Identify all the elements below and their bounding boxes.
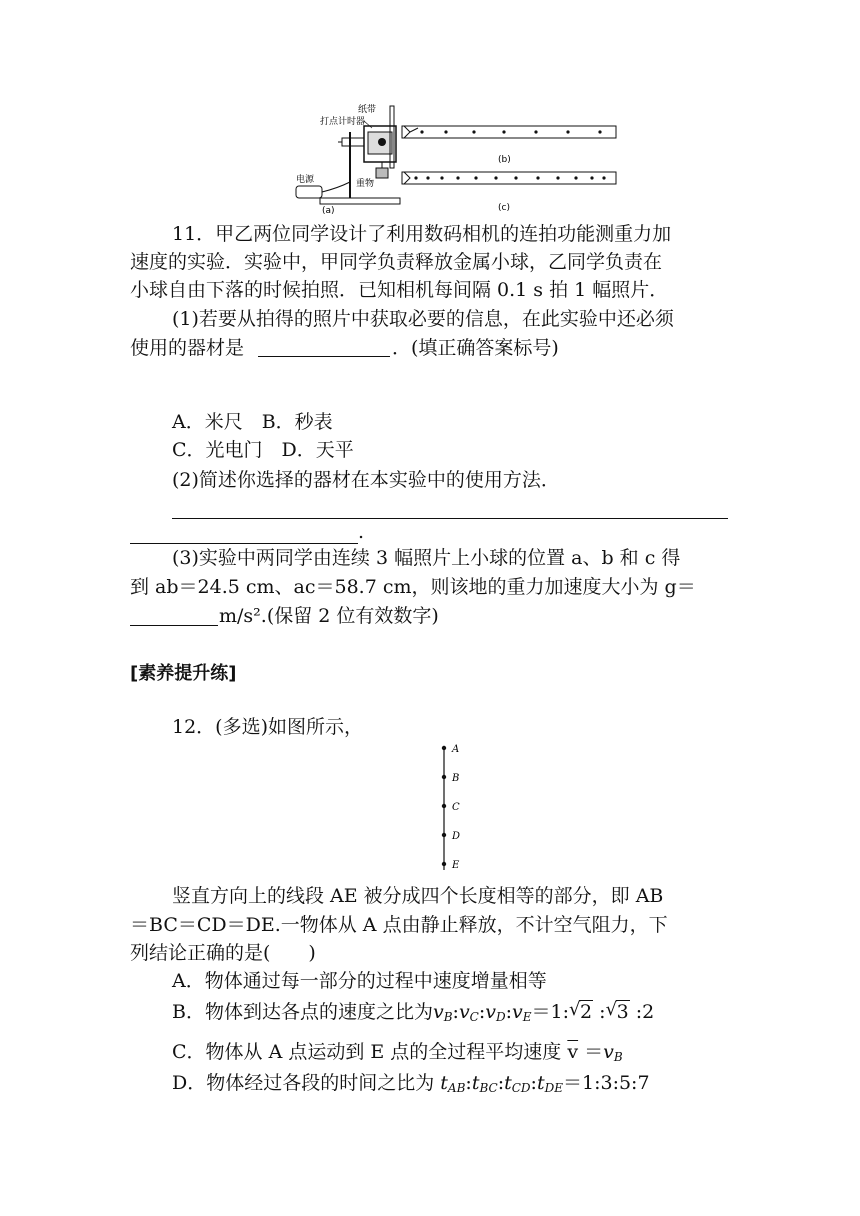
tape-dot	[536, 176, 539, 179]
q11-answer-blank-1	[258, 356, 390, 357]
tape-dot	[602, 176, 605, 179]
svg-text:纸带: 纸带	[358, 105, 377, 115]
q12-option-c: C．物体从 A 点运动到 E 点的全过程平均速度 $\overline{v} =v_B$	[172, 1041, 623, 1064]
q12-option-d: D．物体经过各段的时间之比为 $t_{AB}:t_{BC}:t_{CD}:t_{DE}=1:3:5:7$	[172, 1072, 650, 1095]
segment-label-e: E	[452, 860, 460, 871]
q12-body-line1: 竖直方向上的线段 AE 被分成四个长度相等的部分，即 AB	[172, 885, 664, 907]
q11-line3: 小球自由下落的时候拍照．已知相机每间隔 0.1 s 拍 1 幅照片．	[130, 279, 669, 301]
tape-dot	[566, 130, 569, 133]
tape-dot	[502, 130, 505, 133]
q12-option-a: A．物体通过每一部分的过程中速度增量相等	[172, 970, 547, 992]
svg-text:(c): (c)	[498, 203, 510, 213]
section-title: [素养提升练]	[130, 663, 237, 684]
q11-line2: 速度的实验．实验中，甲同学负责释放金属小球，乙同学负责在	[130, 251, 663, 273]
q11-part1-line2b: ．(填正确答案标号)	[392, 337, 559, 359]
segment-point-d	[442, 833, 446, 837]
tape-dot	[426, 176, 429, 179]
tape-dot	[444, 130, 447, 133]
segment-point-e	[442, 862, 446, 866]
tape-dot	[574, 176, 577, 179]
segment-point-a	[442, 746, 446, 750]
segment-ae-figure	[434, 740, 474, 872]
q11-part1-line2a: 使用的器材是	[130, 337, 245, 359]
segment-label-b: B	[452, 773, 460, 784]
segment-point-c	[442, 804, 446, 808]
tape-dot	[534, 130, 537, 133]
q12-body-line3: 列结论正确的是( )	[130, 942, 316, 964]
segment-label-a: A	[452, 744, 460, 755]
segment-label-d: D	[452, 831, 461, 842]
tape-dot	[440, 176, 443, 179]
q11-options-ab: A．米尺 B．秒表	[172, 411, 333, 433]
q11-part2: (2)简述你选择的器材在本实验中的使用方法．	[172, 469, 560, 491]
q12-body-line2: ＝BC＝CD＝DE.一物体从 A 点由静止释放，不计空气阻力，下	[130, 914, 668, 936]
tape-dot	[420, 130, 423, 133]
tape-dot	[598, 130, 601, 133]
q11-part1-line1: (1)若要从拍得的照片中获取必要的信息，在此实验中还必须	[172, 308, 674, 330]
tape-dot	[514, 176, 517, 179]
q11-part3-line1: (3)实验中两同学由连续 3 幅照片上小球的位置 a、b 和 c 得	[172, 547, 681, 569]
tape-dot	[494, 176, 497, 179]
q11-part3-line2: 到 ab＝24.5 cm、ac＝58.7 cm，则该地的重力加速度大小为 g＝	[130, 576, 696, 598]
segment-label-c: C	[452, 802, 460, 813]
q11-options-cd: C．光电门 D．天平	[172, 439, 354, 461]
q12-option-b: B．物体到达各点的速度之比为$v_B:v_C:v_D:v_E=1$: √ 2 : √ 3 :2	[172, 999, 655, 1024]
svg-text:电源: 电源	[296, 175, 315, 185]
tape-dot	[414, 176, 417, 179]
q11-part2-end: .	[358, 521, 365, 543]
svg-text:(a): (a)	[322, 206, 335, 216]
svg-text:重物: 重物	[356, 179, 375, 189]
tape-dot	[472, 130, 475, 133]
q11-line1: 11．甲乙两位同学设计了利用数码相机的连拍功能测重力加	[172, 223, 672, 245]
q11-answer-blank-2a	[172, 518, 728, 519]
q12-intro: 12．(多选)如图所示，	[172, 716, 364, 738]
tape-dot	[590, 176, 593, 179]
svg-text:打点计时器: 打点计时器	[320, 117, 366, 127]
apparatus-figure	[290, 102, 620, 216]
segment-point-b	[442, 775, 446, 779]
q11-answer-blank-3	[130, 625, 218, 626]
svg-text:(b): (b)	[498, 155, 511, 165]
q11-part3-line3: m/s².(保留 2 位有效数字)	[219, 605, 439, 627]
tape-dot	[556, 176, 559, 179]
tape-dot	[456, 176, 459, 179]
tape-dot	[474, 176, 477, 179]
